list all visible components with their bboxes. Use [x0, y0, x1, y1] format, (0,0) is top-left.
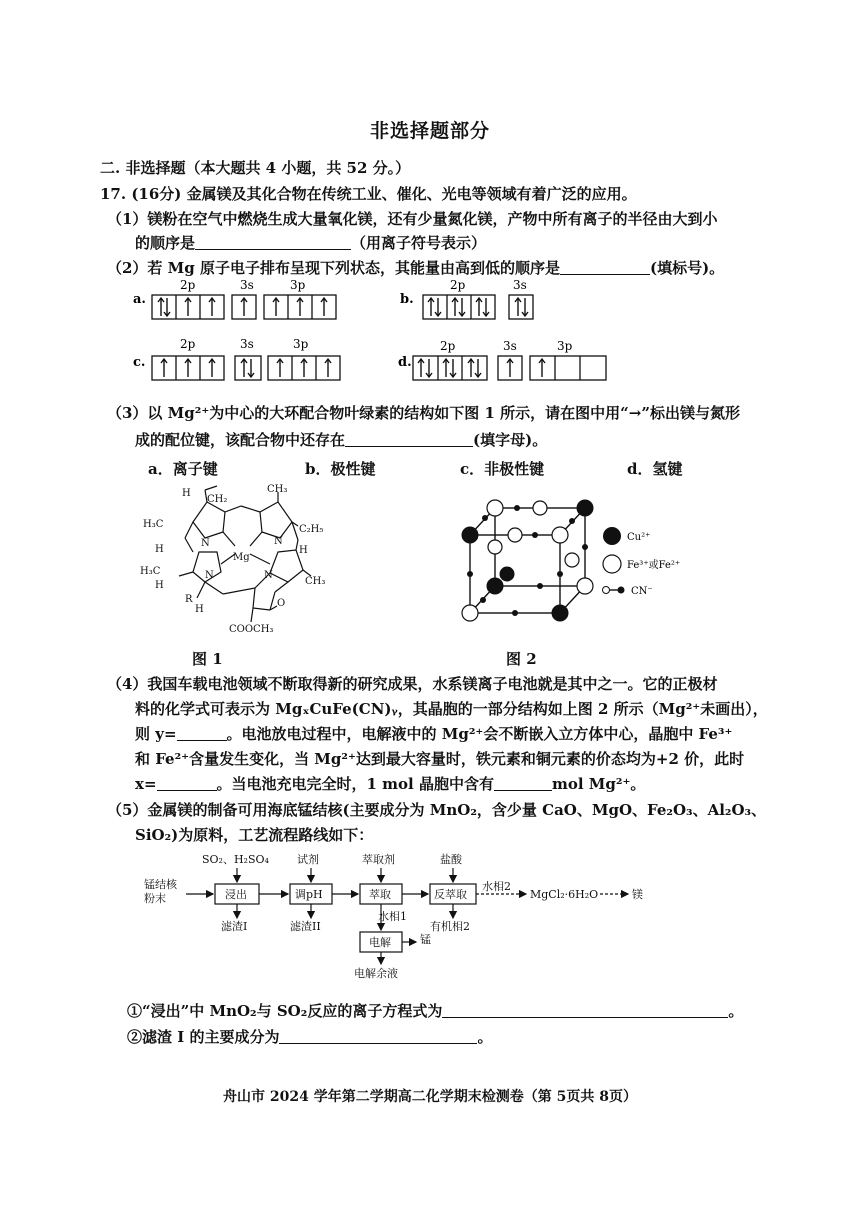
- config-b-3s-label: 3s: [513, 278, 527, 292]
- figure-1-chlorophyll: [135, 480, 350, 640]
- flow-input-4: 盐酸: [440, 853, 462, 866]
- answer-blank-x[interactable]: [157, 776, 217, 791]
- flow-start-line2: 粉末: [144, 892, 166, 905]
- part5-line2: SiO₂)为原料，工艺流程路线如下：: [135, 826, 374, 844]
- config-a-3p-label: 3p: [290, 278, 306, 292]
- config-b-2p-label: 2p: [450, 278, 466, 292]
- fig1-label-16: H: [195, 604, 204, 615]
- config-a-label: a.: [133, 292, 146, 307]
- fig1-label-11: H: [155, 580, 164, 591]
- answer-blank-3[interactable]: [345, 432, 473, 447]
- part4-line5-mid: 。当电池充电完全时，1 mol 晶胞中含有: [216, 775, 494, 793]
- flow-output-1: 滤渣I: [221, 920, 248, 933]
- part4-line4: 和 Fe²⁺含量发生变化，当 Mg²⁺达到最大容量时，铁元素和铜元素的价态均为+2 价，此时: [135, 750, 745, 768]
- fig1-label-7: Mg: [233, 552, 250, 563]
- subq2-end: 。: [477, 1028, 493, 1046]
- config-c-2p-label: 2p: [180, 337, 196, 351]
- config-c-3s-label: 3s: [240, 337, 254, 351]
- flow-output-4: 有机相2: [430, 920, 470, 933]
- option-d: d．氢键: [627, 460, 683, 478]
- figure-2-crystal-cell: [455, 480, 715, 630]
- part4-y-prompt: 则 y=: [135, 725, 177, 743]
- flow-step-label-3: 萃取: [369, 888, 391, 901]
- flow-input-1: SO₂、H₂SO₄: [202, 853, 269, 866]
- fig1-label-14: CH₃: [305, 576, 326, 587]
- config-d-3p-label: 3p: [557, 339, 573, 353]
- flow-end: 镁: [632, 888, 643, 901]
- page-title: 非选择题部分: [369, 120, 490, 142]
- part2-hint: (填标号)。: [649, 259, 725, 277]
- option-a: a．离子键: [148, 460, 218, 478]
- flow-output-3: 水相1: [378, 910, 407, 923]
- option-b: b．极性键: [305, 460, 376, 478]
- subq1-end: 。: [728, 1002, 744, 1020]
- process-flow-diagram: [140, 850, 660, 985]
- part4-line3-rest: 。电池放电过程中，电解液中的 Mg²⁺会不断嵌入立方体中心，晶胞中 Fe³⁺: [226, 725, 733, 743]
- subq1-prompt: ①“浸出”中 MnO₂与 SO₂反应的离子方程式为: [127, 1002, 443, 1020]
- figure-1-caption: 图 1: [192, 650, 223, 668]
- orbital-diagrams: [125, 276, 645, 388]
- flow-final: MgCl₂·6H₂O: [530, 888, 599, 901]
- part1-line2: [135, 232, 486, 253]
- option-c: c．非极性键: [460, 460, 545, 478]
- answer-blank-residue[interactable]: [279, 1029, 477, 1044]
- part3-line1: （3）以 Mg²⁺为中心的大环配合物叶绿素的结构如下图 1 所示，请在图中用“→”标出镁与氮形: [107, 404, 740, 422]
- config-a-2p-label: 2p: [180, 278, 196, 292]
- fig1-label-13: N: [264, 570, 273, 581]
- fig1-label-9: H: [299, 545, 308, 556]
- part3-hint: (填字母)。: [473, 431, 548, 449]
- fig1-label-8: N: [274, 536, 283, 547]
- subq2-line: [127, 1026, 492, 1047]
- part4-line1: （4）我国车载电池领域不断取得新的研究成果，水系镁离子电池就是其中之一。它的正极材: [107, 675, 718, 693]
- part1-line1: （1）镁粉在空气中燃烧生成大量氧化镁，还有少量氮化镁，产物中所有离子的半径由大到小: [107, 210, 718, 228]
- fig2-legend-cn: CN⁻: [631, 586, 653, 597]
- config-b-label: b.: [400, 292, 414, 307]
- part4-line5-end: mol Mg²⁺。: [551, 775, 646, 793]
- fig1-label-17: O: [277, 598, 286, 609]
- part3-line2: [135, 429, 547, 450]
- fig1-label-4: C₂H₅: [299, 524, 324, 535]
- config-c-3p-label: 3p: [293, 337, 309, 351]
- subq2-prompt: ②滤渣 I 的主要成分为: [127, 1028, 280, 1046]
- config-d-3s-label: 3s: [503, 339, 517, 353]
- fig1-label-6: N: [201, 538, 210, 549]
- flow-start-line1: 锰结核: [144, 878, 177, 891]
- subq1-line: [127, 1000, 743, 1021]
- part4-line3: [135, 723, 732, 744]
- answer-blank-2[interactable]: [560, 260, 650, 275]
- fig1-label-18: COOCH₃: [229, 624, 274, 635]
- flow-input-3: 萃取剂: [362, 853, 395, 866]
- part5-line1: （5）金属镁的制备可用海底锰结核(主要成分为 MnO₂，含少量 CaO、MgO、Fe₂O₃、Al₂O₃、: [107, 801, 767, 819]
- fig1-label-12: N: [205, 570, 214, 581]
- flow-step-label-4: 反萃取: [434, 888, 467, 901]
- flow-output-5: 水相2: [482, 880, 511, 893]
- answer-blank-1[interactable]: [195, 235, 351, 250]
- config-c-label: c.: [133, 355, 146, 370]
- flow-output-6: 锰: [420, 933, 431, 946]
- part2-prompt: （2）若 Mg 原子电子排布呈现下列状态，其能量由高到低的顺序是: [107, 259, 560, 277]
- config-d-label: d.: [398, 355, 412, 370]
- fig2-legend-fe: Fe³⁺或Fe²⁺: [627, 560, 681, 571]
- figure-2-caption: 图 2: [506, 650, 537, 668]
- fig1-label-2: H₃C: [143, 519, 164, 530]
- flow-output-7: 电解余液: [354, 967, 398, 980]
- page-footer: 舟山市 2024 学年第二学期高二化学期末检测卷（第 5页共 8页）: [223, 1089, 637, 1105]
- flow-step-label-1: 浸出: [225, 888, 247, 901]
- config-a-3s-label: 3s: [240, 278, 254, 292]
- part1-prompt: 的顺序是: [135, 234, 196, 252]
- fig1-label-0: H: [182, 488, 191, 499]
- question-17-intro: 17. (16分) 金属镁及其化合物在传统工业、催化、光电等领域有着广泛的应用。: [100, 185, 637, 203]
- fig1-label-15: R: [185, 594, 193, 605]
- flow-step-label-2: 调pH: [295, 888, 323, 901]
- part3-prompt: 成的配位键，该配合物中还存在: [135, 431, 346, 449]
- fig1-label-10: H₃C: [140, 566, 161, 577]
- fig1-label-5: H: [155, 544, 164, 555]
- part2-line: [107, 257, 724, 278]
- fig2-legend-cu: Cu²⁺: [627, 532, 651, 543]
- answer-blank-mol[interactable]: [494, 776, 552, 791]
- fig1-label-3: CH₃: [267, 484, 288, 495]
- flow-output-2: 滤渣II: [290, 920, 321, 933]
- part4-x-prompt: x=: [135, 775, 157, 793]
- answer-blank-equation[interactable]: [442, 1003, 728, 1018]
- flow-step-label-5: 电解: [369, 936, 391, 949]
- part4-line5: [135, 773, 645, 794]
- config-d-2p-label: 2p: [440, 339, 456, 353]
- part1-hint: （用离子符号表示）: [351, 234, 487, 252]
- flow-input-2: 试剂: [297, 853, 319, 866]
- fig1-label-1: CH₂: [207, 494, 228, 505]
- section-heading: 二. 非选择题（本大题共 4 小题，共 52 分。）: [100, 159, 411, 177]
- part4-line2: 料的化学式可表示为 MgₓCuFe(CN)ᵧ，其晶胞的一部分结构如上图 2 所示（Mg²⁺未画出），: [135, 700, 768, 718]
- answer-blank-y[interactable]: [177, 726, 227, 741]
